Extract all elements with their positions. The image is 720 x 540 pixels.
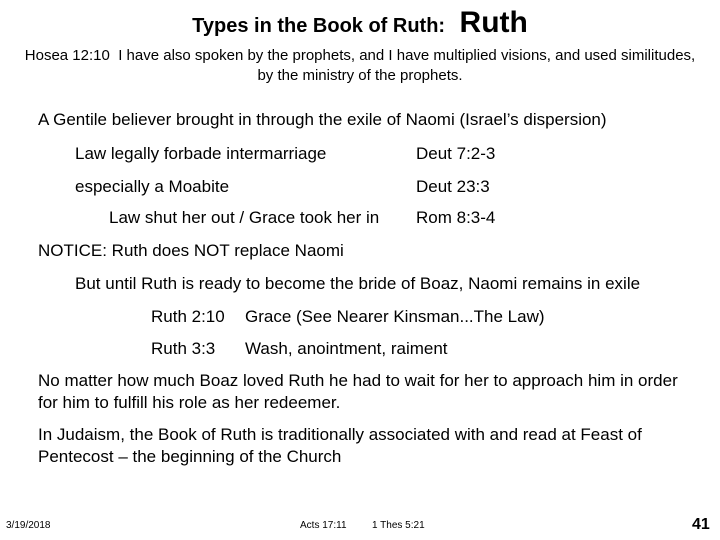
footer-ref-thes: 1 Thes 5:21 bbox=[372, 520, 425, 531]
law-row-text: Law shut her out / Grace took her in bbox=[109, 208, 380, 227]
verse-ref: Hosea 12:10 bbox=[24, 47, 110, 64]
notice-line: NOTICE: Ruth does NOT replace Naomi bbox=[38, 241, 344, 260]
law-row-ref: Deut 7:2-3 bbox=[416, 144, 496, 163]
ruth-row-ref: Ruth 3:3 bbox=[151, 339, 216, 358]
verse-block bbox=[20, 46, 700, 86]
boaz-paragraph: No matter how much Boaz loved Ruth he had to wait for her to approach him in order for him to fulfill his role as her redeemer. bbox=[38, 371, 678, 412]
slide-title bbox=[0, 6, 720, 40]
law-row-text: especially a Moabite bbox=[75, 177, 230, 196]
judaism-paragraph: In Judaism, the Book of Ruth is traditionally associated with and read at Feast of Pentecost – the beginning of the Church bbox=[38, 425, 642, 466]
title-prefix: Types in the Book of Ruth: bbox=[192, 15, 446, 37]
ruth-row-ref: Ruth 2:10 bbox=[151, 307, 225, 326]
title-main: Ruth bbox=[459, 6, 528, 39]
footer-ref-acts: Acts 17:11 bbox=[300, 520, 347, 531]
ruth-row-text: Wash, anointment, raiment bbox=[245, 339, 448, 358]
law-row-ref: Rom 8:3-4 bbox=[416, 208, 496, 227]
footer-date: 3/19/2018 bbox=[6, 520, 51, 531]
page-number: 41 bbox=[692, 516, 710, 533]
ruth-row-text: Grace (See Nearer Kinsman...The Law) bbox=[245, 307, 545, 326]
intro-line: A Gentile believer brought in through the exile of Naomi (Israel’s dispersion) bbox=[38, 110, 607, 129]
until-line: But until Ruth is ready to become the bride of Boaz, Naomi remains in exile bbox=[75, 274, 641, 293]
law-row-ref: Deut 23:3 bbox=[416, 177, 490, 196]
verse-text: I have also spoken by the prophets, and I have multiplied visions, and used similitudes, by the ministry of the prophets. bbox=[118, 47, 696, 84]
law-row-text: Law legally forbade intermarriage bbox=[75, 144, 327, 163]
